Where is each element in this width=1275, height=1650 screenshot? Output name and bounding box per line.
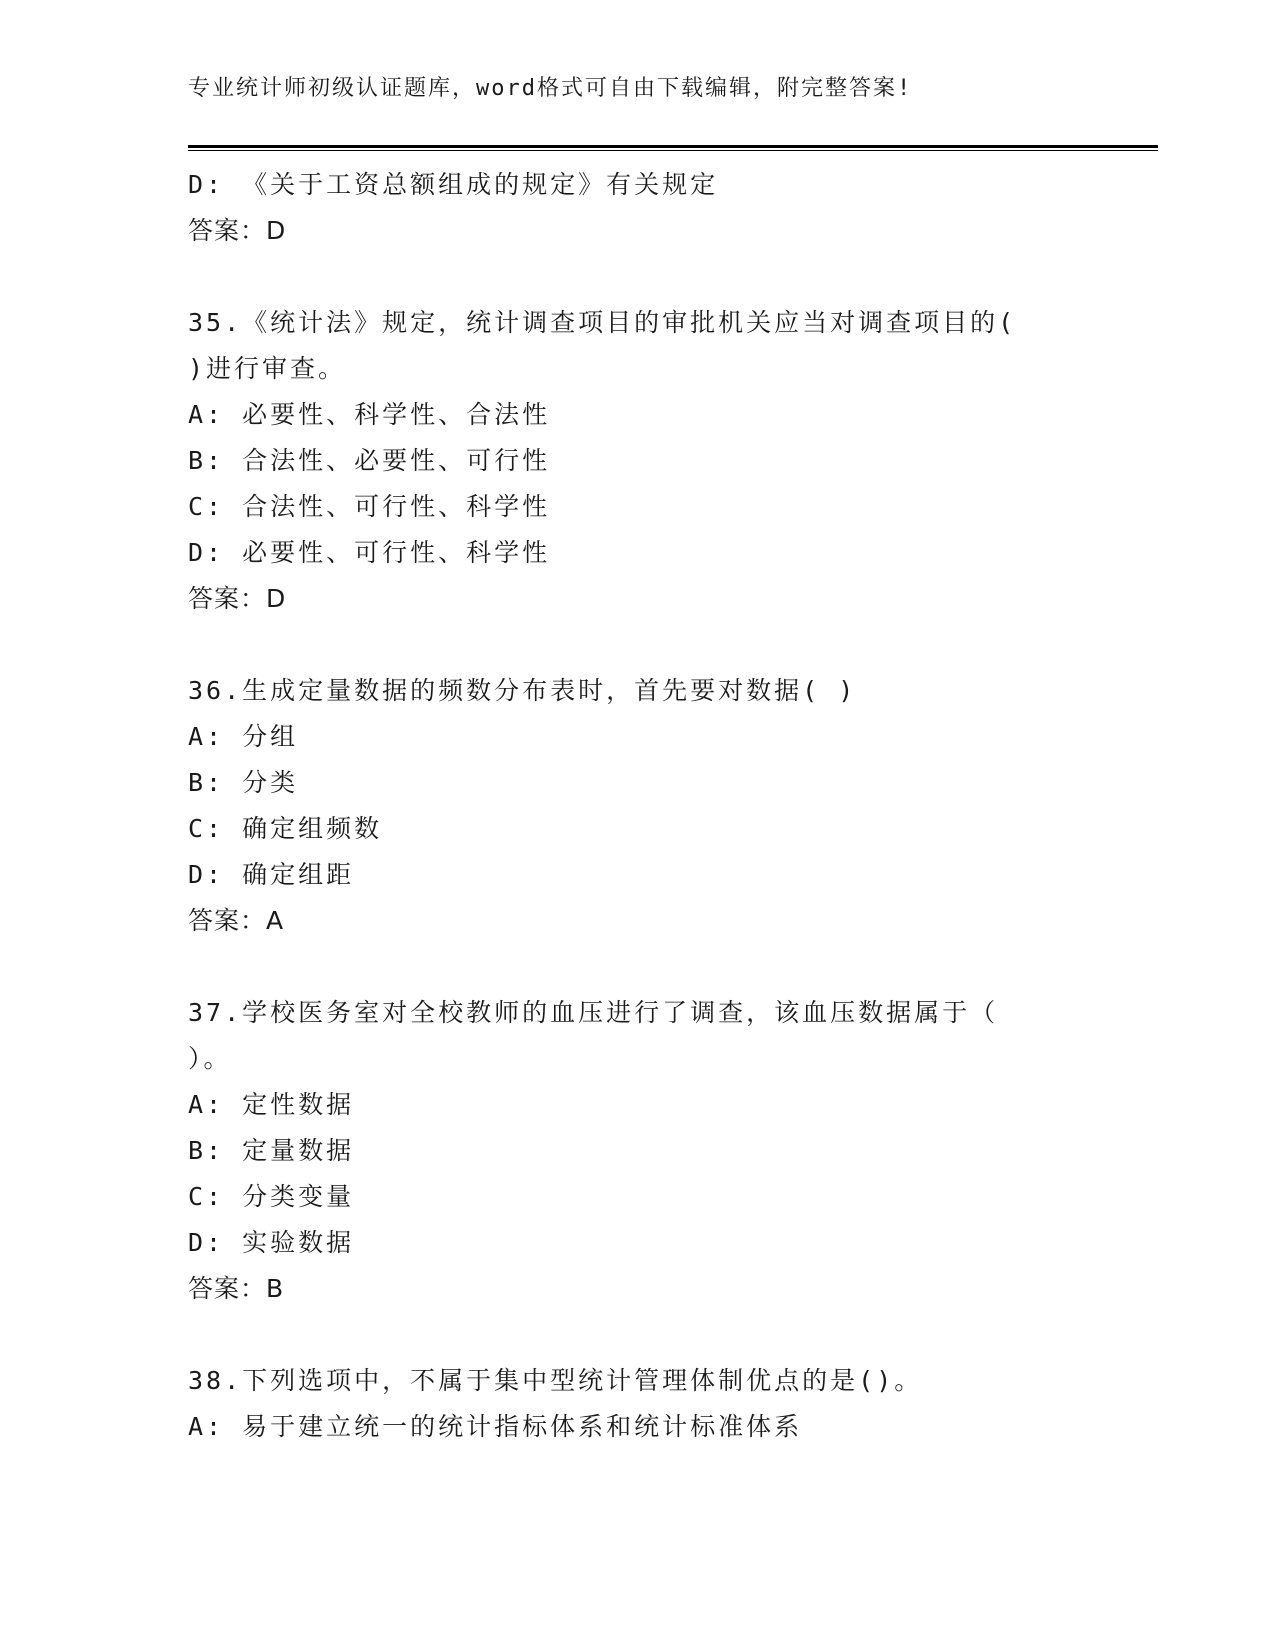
question-list (188, 162, 1088, 1450)
question-stem: 35.《统计法》规定，统计调查项目的审批机关应当对调查项目的( (188, 308, 1017, 337)
option-b: B: 定量数据 (188, 1136, 355, 1165)
option-d: D: 实验数据 (188, 1228, 355, 1257)
spacer (188, 1312, 1088, 1358)
option-c: C: 分类变量 (188, 1182, 355, 1211)
question-stem: 38.下列选项中，不属于集中型统计管理体制优点的是()。 (188, 1366, 923, 1395)
option-a: A: 必要性、科学性、合法性 (188, 400, 551, 429)
option-b: B: 合法性、必要性、可行性 (188, 446, 551, 475)
option-d: D: 确定组距 (188, 860, 355, 889)
page-header: 专业统计师初级认证题库，word格式可自由下载编辑，附完整答案! (188, 76, 913, 101)
spacer (188, 622, 1088, 668)
question-stem-continued: ）。 (188, 1044, 232, 1073)
option-d: D: 《关于工资总额组成的规定》有关规定 (188, 170, 719, 199)
prev-question-tail (188, 162, 1088, 254)
answer-line: 答案：A (188, 906, 285, 935)
header-rule-thick (188, 145, 1158, 148)
spacer (188, 254, 1088, 300)
option-a: A: 分组 (188, 722, 299, 751)
option-a: A: 易于建立统一的统计指标体系和统计标准体系 (188, 1412, 803, 1441)
question-35 (188, 300, 1088, 622)
answer-line: 答案：B (188, 1274, 285, 1303)
question-stem: 37.学校医务室对全校教师的血压进行了调查，该血压数据属于（ (188, 998, 999, 1027)
answer-line: 答案：D (188, 216, 287, 245)
question-37 (188, 990, 1088, 1312)
question-38 (188, 1358, 1088, 1450)
question-stem: 36.生成定量数据的频数分布表时，首先要对数据( ) (188, 676, 857, 705)
spacer (188, 944, 1088, 990)
option-b: B: 分类 (188, 768, 299, 797)
answer-line: 答案：D (188, 584, 287, 613)
option-a: A: 定性数据 (188, 1090, 355, 1119)
header-rule-thin (188, 150, 1158, 151)
question-stem-continued: )进行审查。 (188, 354, 347, 383)
option-c: C: 确定组频数 (188, 814, 383, 843)
option-c: C: 合法性、可行性、科学性 (188, 492, 551, 521)
question-36 (188, 668, 1088, 944)
option-d: D: 必要性、可行性、科学性 (188, 538, 551, 567)
